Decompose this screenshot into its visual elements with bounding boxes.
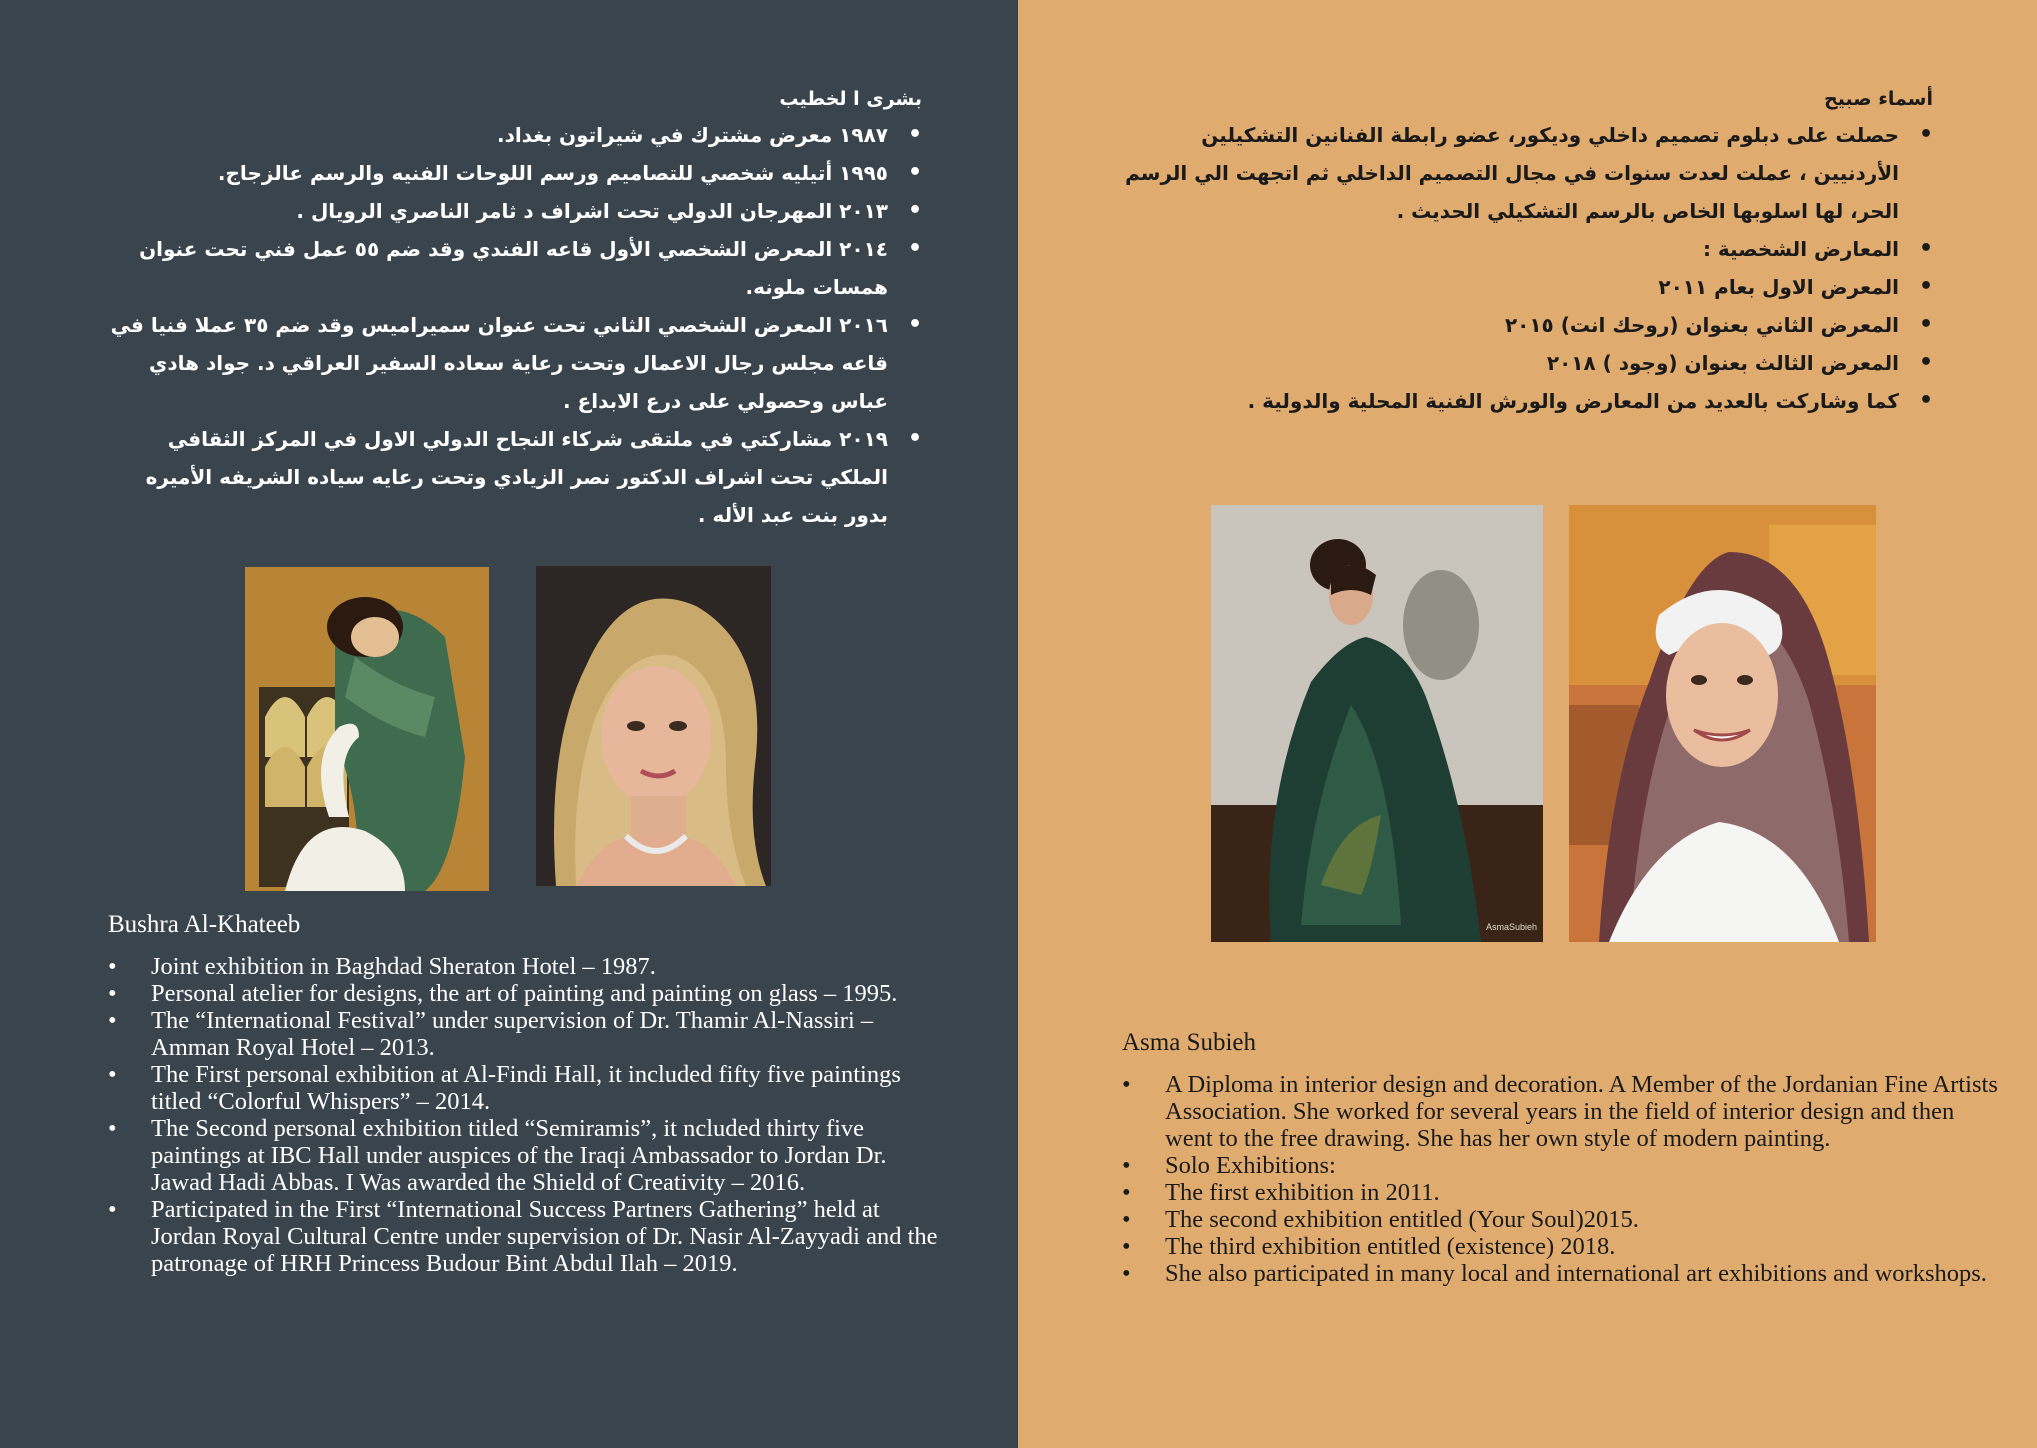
- right-page: [1018, 0, 2037, 1448]
- list-item: • كما وشاركت بالعديد من المعارض والورش الفنية المحلية والدولية .: [1123, 382, 1899, 420]
- list-item: • The first exhibition in 2011.: [1165, 1179, 2002, 1206]
- list-item: • المعرض الثاني بعنوان (روحك انت) ٢٠١٥: [1123, 306, 1899, 344]
- list-item: • ٢٠١٤ المعرض الشخصي الأول قاعه الفندي وقد ضم ٥٥ عمل فني تحت عنوان همسات ملونه.: [104, 230, 888, 306]
- arabic-bio-bushra: [104, 88, 922, 534]
- list-item: • Participated in the First “International Success Partners Gathering” held at Jordan Royal Cultural Centre under supervision of Dr. Nasir Al-Zayyadi and the patronage of HRH Princess Budour Bint Abdul Ilah – 2019.: [151, 1196, 950, 1277]
- arabic-exhibition-list: [1123, 116, 1933, 420]
- list-item: • المعرض الاول بعام ٢٠١١: [1123, 268, 1899, 306]
- english-bio-asma: [1122, 1029, 2002, 1287]
- list-item: • ٢٠١٦ المعرض الشخصي الثاني تحت عنوان سميراميس وقد ضم ٣٥ عملا فنيا في قاعه مجلس رجال الاعمال وتحت رعاية سعاده السفير العراقي د. جواد هادي عباس وحصولي على درع الابداع .: [104, 306, 888, 420]
- left-page: [0, 0, 1018, 1448]
- painting-signature: AsmaSubieh: [1486, 922, 1538, 932]
- english-bio-bushra: [108, 911, 950, 1277]
- english-name-heading: Asma Subieh: [1122, 1029, 1257, 1056]
- arabic-exhibition-list: [104, 116, 922, 534]
- list-item: • The third exhibition entitled (existence) 2018.: [1165, 1233, 2002, 1260]
- english-exhibition-list: [1122, 1071, 2002, 1287]
- list-item: • ٢٠١٩ مشاركتي في ملتقى شركاء النجاح الدولي الاول في المركز الثقافي الملكي تحت اشراف الدكتور نصر الزيادي وتحت رعايه سياده الشريفه الأميره بدور بنت عبد الأله .: [104, 420, 888, 534]
- list-item: • ٢٠١٣ المهرجان الدولي تحت اشراف د ثامر الناصري الرويال .: [104, 192, 888, 230]
- list-item: • Solo Exhibitions:: [1165, 1152, 2002, 1179]
- list-item: • A Diploma in interior design and decoration. A Member of the Jordanian Fine Artists Association. She worked for several years in the field of interior design and then went to the free drawing. She has her own style of modern painting.: [1165, 1071, 2002, 1152]
- list-item: • The First personal exhibition at Al-Findi Hall, it included fifty five paintings titled “Colorful Whispers” – 2014.: [151, 1061, 950, 1115]
- list-item: • The second exhibition entitled (Your Soul)2015.: [1165, 1206, 2002, 1233]
- english-name-heading: Bushra Al-Khateeb: [108, 911, 301, 938]
- list-item: • The “International Festival” under supervision of Dr. Thamir Al-Nassiri – Amman Royal Hotel – 2013.: [151, 1007, 950, 1061]
- list-item: • Joint exhibition in Baghdad Sheraton Hotel – 1987.: [151, 953, 950, 980]
- list-item: • المعرض الثالث بعنوان (وجود ) ٢٠١٨: [1123, 344, 1899, 382]
- list-item: • ١٩٨٧ معرض مشترك في شيراتون بغداد.: [104, 116, 888, 154]
- arabic-bio-asma: [1123, 88, 1933, 420]
- list-item: • ١٩٩٥ أتيليه شخصي للتصاميم ورسم اللوحات الفنيه والرسم عالزجاج.: [104, 154, 888, 192]
- arabic-name-heading: أسماء صبيح: [1824, 88, 1933, 110]
- arabic-name-heading: بشرى ا لخطيب: [779, 88, 922, 110]
- list-item: • المعارض الشخصية :: [1123, 230, 1899, 268]
- artwork-cloaked-woman: [1211, 505, 1543, 942]
- english-exhibition-list: [108, 953, 950, 1277]
- portrait-bushra-al-khateeb: [536, 566, 771, 886]
- list-item: • The Second personal exhibition titled “Semiramis”, it ncluded thirty five paintings at IBC Hall under auspices of the Iraqi Ambassador to Jordan Dr. Jawad Hadi Abbas. I Was awarded the Shield of Creativity – 2016.: [151, 1115, 950, 1196]
- artwork-woman-with-swan: [245, 567, 489, 891]
- list-item: • حصلت على دبلوم تصميم داخلي وديكور، عضو رابطة الفنانين التشكيلين الأردنيين ، عملت لعدت سنوات في مجال التصميم الداخلي ثم اتجهت الي الرسم الحر، لها اسلوبها الخاص بالرسم التشكيلي الحديث .: [1123, 116, 1899, 230]
- portrait-asma-subieh: [1569, 505, 1876, 942]
- list-item: • Personal atelier for designs, the art of painting and painting on glass – 1995.: [151, 980, 950, 1007]
- list-item: • She also participated in many local and international art exhibitions and workshops.: [1165, 1260, 2002, 1287]
